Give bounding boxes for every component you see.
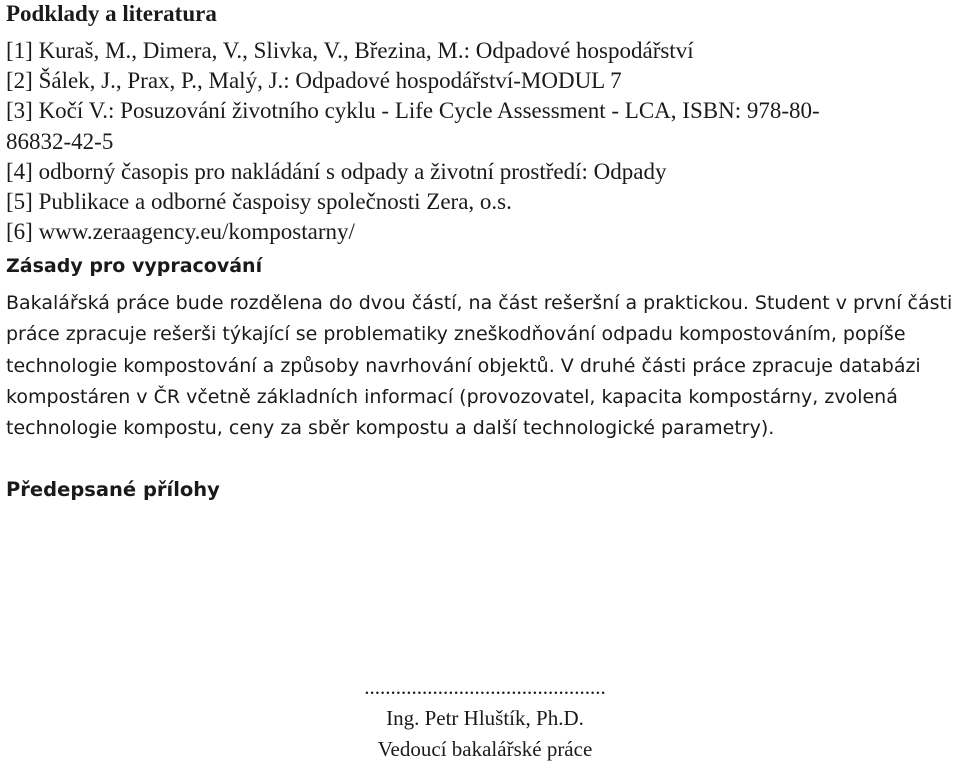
signature-line: .............................................. — [364, 675, 606, 699]
supervisor-role: Vedoucí bakalářské práce — [377, 737, 593, 761]
guidelines-heading: Zásady pro vypracování — [6, 255, 263, 277]
signature-block — [300, 672, 670, 765]
reference-list — [6, 36, 951, 247]
reference-item: [1] Kuraš, M., Dimera, V., Slivka, V., Březina, M.: Odpadové hospodářství — [6, 38, 694, 63]
reference-item-url: [6] www.zeraagency.eu/kompostarny/ — [6, 219, 355, 245]
reference-item-continuation: 86832-42-5 — [6, 128, 114, 154]
attachments-heading: Předepsané přílohy — [6, 478, 220, 501]
literature-heading: Podklady a literatura — [6, 1, 217, 26]
reference-item: [2] Šálek, J., Prax, P., Malý, J.: Odpadové hospodářství-MODUL 7 — [6, 68, 622, 94]
reference-item: [5] Publikace a odborné časpoisy společnosti Zera, o.s. — [6, 189, 512, 215]
reference-item: [3] Kočí V.: Posuzování životního cyklu - Life Cycle Assessment - LCA, ISBN: 978-80- — [6, 98, 820, 124]
reference-item: [4] odborný časopis pro nakládání s odpady a životní prostředí: Odpady — [6, 158, 667, 184]
guidelines-paragraph: Bakalářská práce bude rozdělena do dvou částí, na část rešeršní a praktickou. Student v první části práce zpracuje rešerši týkající se problematiky zneškodňování odpadu kompostováním, popíše technologie kompostování a způsoby navrhování objektů. V druhé části práce zpracuje databázi kompostáren v ČR včetně základních informací (provozovatel, kapacita kompostárny, zvolená technologie kompostu, ceny za sběr kompostu a další technologické parametry). — [6, 292, 953, 440]
supervisor-name: Ing. Petr Hluštík, Ph.D. — [386, 706, 584, 730]
